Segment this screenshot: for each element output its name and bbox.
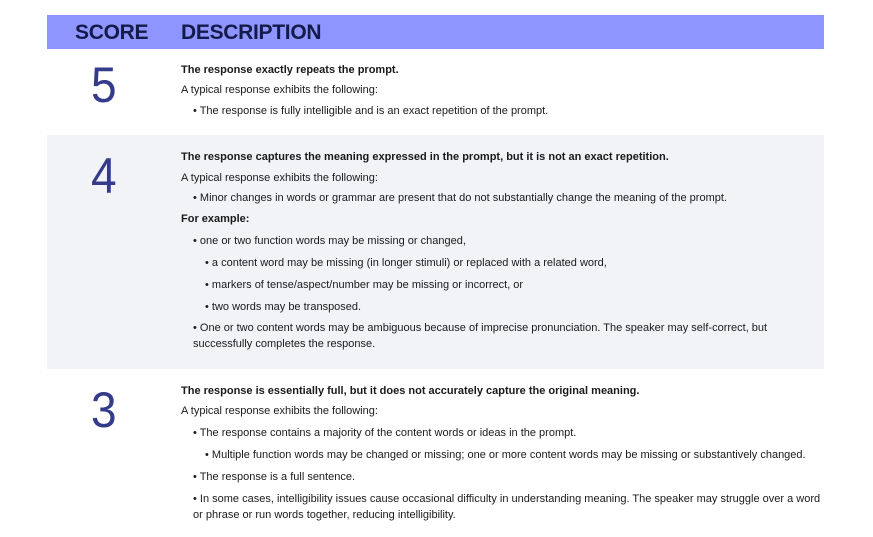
- score-value: 5: [91, 57, 117, 113]
- description-title: The response is essentially full, but it does not accurately capture the original meaning.: [181, 385, 640, 397]
- example-bullet: • one or two function words may be missing or changed,: [193, 235, 466, 247]
- example-label: For example:: [181, 213, 250, 225]
- score-value: 4: [91, 148, 117, 204]
- score-column-header: SCORE: [75, 21, 149, 44]
- rubric-row-5: [47, 49, 824, 135]
- description-bullet: • The response contains a majority of the content words or ideas in the prompt.: [193, 427, 577, 439]
- example-bullet: • two words may be transposed.: [205, 301, 362, 313]
- description-sub-bullet: • Multiple function words may be changed or missing; one or more content words may be missing or substantively changed.: [205, 449, 806, 461]
- description-bullet-continuation: successfully completes the response.: [193, 338, 376, 350]
- rubric-row-3: [47, 369, 824, 536]
- description-column-header: DESCRIPTION: [181, 21, 322, 44]
- description-bullet: • One or two content words may be ambiguous because of imprecise pronunciation. The speaker may self-correct, but: [193, 322, 768, 334]
- description-bullet: • Minor changes in words or grammar are present that do not substantially change the meaning of the prompt.: [193, 192, 727, 204]
- example-bullet: • a content word may be missing (in longer stimuli) or replaced with a related word,: [205, 257, 607, 269]
- score-value: 3: [91, 382, 117, 438]
- scoring-rubric-table: [47, 15, 824, 536]
- description-title: The response exactly repeats the prompt.: [181, 64, 399, 76]
- description-title: The response captures the meaning expressed in the prompt, but it is not an exact repetition.: [181, 151, 669, 163]
- description-bullet-continuation: or phrase or run words together, reducing intelligibility.: [193, 509, 456, 521]
- description-bullet: • In some cases, intelligibility issues cause occasional difficulty in understanding meaning. The speaker may struggle over a word: [193, 493, 821, 505]
- example-bullet: • markers of tense/aspect/number may be missing or incorrect, or: [205, 279, 524, 291]
- rubric-row-4: [47, 135, 824, 369]
- description-intro: A typical response exhibits the following:: [181, 405, 378, 417]
- description-bullet: • The response is fully intelligible and is an exact repetition of the prompt.: [193, 105, 549, 117]
- description-intro: A typical response exhibits the following:: [181, 172, 378, 184]
- description-bullet: • The response is a full sentence.: [193, 471, 356, 483]
- table-header: [47, 15, 824, 49]
- description-intro: A typical response exhibits the following:: [181, 84, 378, 96]
